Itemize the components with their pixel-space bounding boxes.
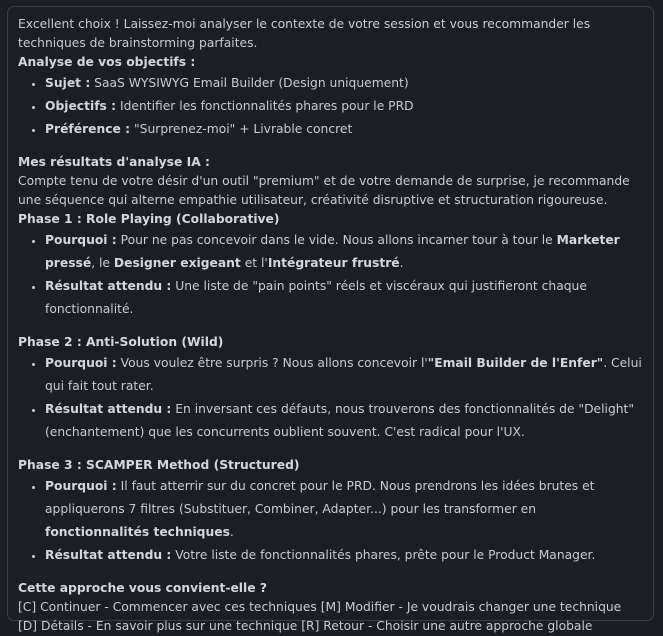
list-item: • Pourquoi : Vous voulez être surpris ? Nous allons concevoir l'"Email Builder de l'Enfer". Celui qui fait tout rater. bbox=[45, 352, 643, 398]
analysis-heading: Mes résultats d'analyse IA : bbox=[18, 155, 210, 169]
analysis-text: Compte tenu de votre désir d'un outil "premium" et de votre demande de surprise, je recommande une séquence qui alterne empathie utilisateur, créativité disruptive et structuration rigoureuse. bbox=[18, 174, 630, 207]
list-item: • Sujet : SaaS WYSIWYG Email Builder (Design uniquement) bbox=[45, 72, 643, 95]
list-item: • Résultat attendu : En inversant ces défauts, nous trouverons des fonctionnalités de "Delight" (enchantement) que les concurrents oublient souvent. C'est radical pour l'UX. bbox=[45, 398, 643, 444]
list-item: • Résultat attendu : Votre liste de fonctionnalités phares, prête pour le Product Manager. bbox=[45, 544, 643, 567]
phase3-list bbox=[18, 475, 643, 567]
list-item: • Préférence : "Surprenez-moi" + Livrable concret bbox=[45, 118, 643, 141]
list-item: • Pourquoi : Il faut atterrir sur du concret pour le PRD. Nous prendrons les idées brutes et appliquerons 7 filtres (Substituer, Combiner, Adapter...) pour les transformer en fonctionnalités techniques. bbox=[45, 475, 643, 544]
phase2-list bbox=[18, 352, 643, 444]
closing-question: Cette approche vous convient-elle ? bbox=[18, 581, 267, 595]
list-item: • Résultat attendu : Une liste de "pain points" réels et viscéraux qui justifieront chaque fonctionnalité. bbox=[45, 275, 643, 321]
objectives-list bbox=[18, 72, 643, 141]
assistant-message bbox=[7, 6, 654, 633]
intro-text: Excellent choix ! Laissez-moi analyser le contexte de votre session et vous recommander les techniques de brainstorming parfaites. bbox=[18, 17, 591, 50]
objectives-heading: Analyse de vos objectifs : bbox=[18, 55, 196, 69]
list-item: • Pourquoi : Pour ne pas concevoir dans le vide. Nous allons incarner tour à tour le Marketer pressé, le Designer exigeant et l'Intégrateur frustré. bbox=[45, 229, 643, 275]
phase3-title: Phase 3 : SCAMPER Method (Structured) bbox=[18, 458, 300, 472]
phase2-title: Phase 2 : Anti-Solution (Wild) bbox=[18, 335, 224, 349]
closing-options: [C] Continuer - Commencer avec ces techniques [M] Modifier - Je voudrais changer une technique [D] Détails - En savoir plus sur une technique [R] Retour - Choisir une autre approche globale bbox=[18, 600, 622, 633]
list-item: • Objectifs : Identifier les fonctionnalités phares pour le PRD bbox=[45, 95, 643, 118]
phase1-title: Phase 1 : Role Playing (Collaborative) bbox=[18, 212, 280, 226]
phase1-list bbox=[18, 229, 643, 321]
